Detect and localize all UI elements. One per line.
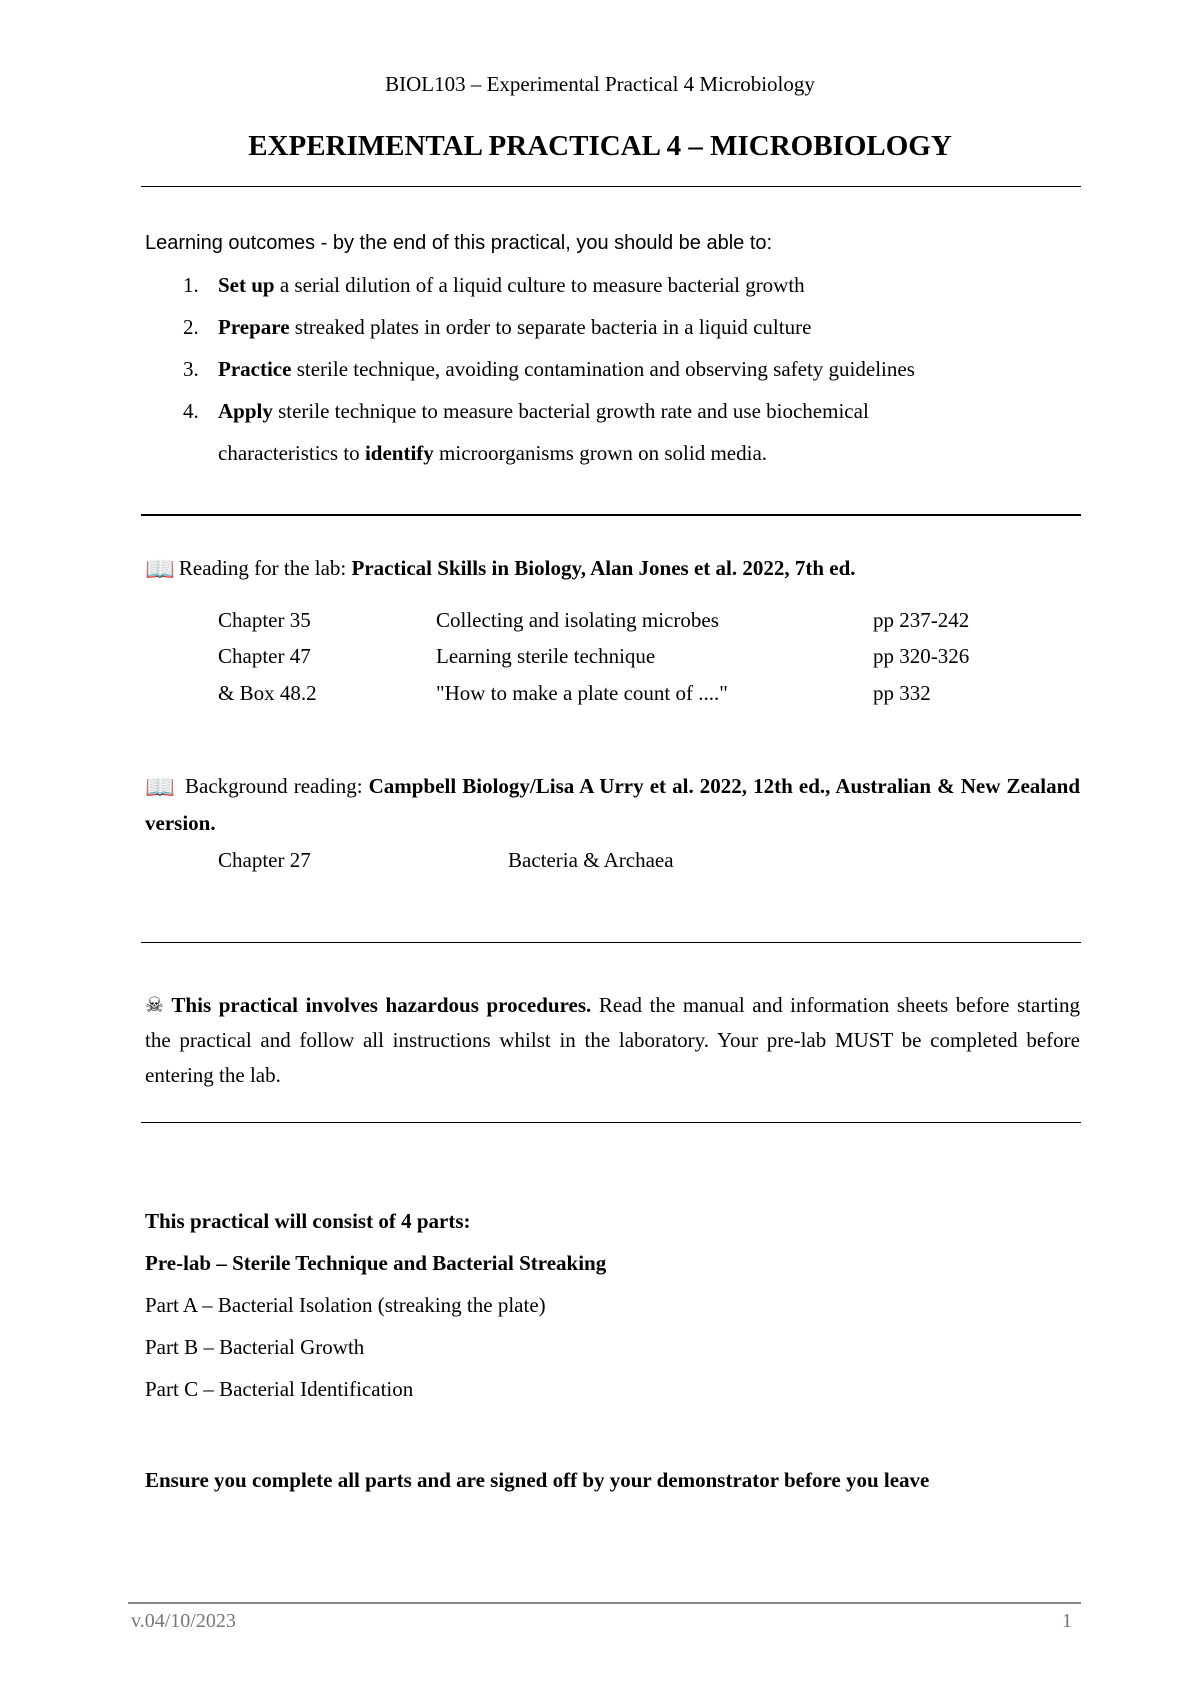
list-item: 4. Apply sterile technique to measure bacterial growth rate and use biochemical characteristics to identify microorganisms grown on solid media. xyxy=(183,399,869,465)
list-item: 2. Prepare streaked plates in order to separate bacteria in a liquid culture xyxy=(183,315,812,339)
version-label: v.04/10/2023 xyxy=(131,1610,236,1632)
divider xyxy=(141,514,1081,516)
page-number: 1 xyxy=(1062,1610,1072,1632)
list-item: 3. Practice sterile technique, avoiding contamination and observing safety guidelines xyxy=(183,357,915,381)
prelab-item: Pre-lab – Sterile Technique and Bacterial Streaking xyxy=(145,1251,607,1275)
reading-for-lab: 📖 Reading for the lab: Practical Skills in Biology, Alan Jones et al. 2022, 7th ed. xyxy=(145,556,856,583)
list-item: Part B – Bacterial Growth xyxy=(145,1335,365,1359)
table-row: Chapter 27 Bacteria & Archaea xyxy=(218,848,674,872)
divider xyxy=(141,942,1081,943)
divider xyxy=(141,1122,1081,1123)
book-icon: 📖 xyxy=(145,557,175,583)
list-item: Part A – Bacterial Isolation (streaking the plate) xyxy=(145,1293,546,1317)
skull-icon: ☠ xyxy=(145,993,164,1017)
page-header: BIOL103 – Experimental Practical 4 Microbiology xyxy=(385,72,815,96)
table-row: Chapter 47 Learning sterile technique pp 320-326 xyxy=(218,644,970,668)
book-icon: 📖 xyxy=(145,775,175,801)
table-row: Chapter 35 Collecting and isolating microbes pp 237-242 xyxy=(218,608,970,632)
list-item: 1. Set up a serial dilution of a liquid culture to measure bacterial growth xyxy=(183,273,805,297)
footer-divider xyxy=(128,1602,1081,1604)
table-row: & Box 48.2 "How to make a plate count of ...." pp 332 xyxy=(218,681,931,705)
learning-outcomes-intro: Learning outcomes - by the end of this practical, you should be able to: xyxy=(145,232,773,254)
divider xyxy=(141,186,1081,187)
learning-outcomes-list xyxy=(145,264,1075,474)
page-title: EXPERIMENTAL PRACTICAL 4 – MICROBIOLOGY xyxy=(248,130,952,162)
list-item: Part C – Bacterial Identification xyxy=(145,1377,414,1401)
parts-heading: This practical will consist of 4 parts: xyxy=(145,1209,471,1233)
hazard-notice: ☠ This practical involves hazardous procedures. Read the manual and information sheets before starting the practical and follow all instructions whilst in the laboratory. Your pre-lab MUST be completed before entering the lab. xyxy=(145,993,1081,1087)
parts-section xyxy=(145,1200,606,1410)
background-reading: 📖 Background reading: Campbell Biology/Lisa A Urry et al. 2022, 12th ed., Australian & New Zealand version. xyxy=(145,774,1080,835)
ensure-note: Ensure you complete all parts and are signed off by your demonstrator before you leave xyxy=(145,1468,930,1492)
